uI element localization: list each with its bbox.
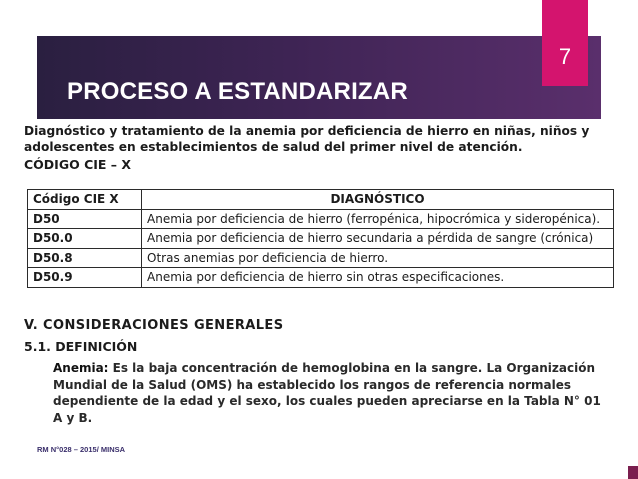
row-diagnosis: Anemia por deficiencia de hierro secundaria a pérdida de sangre (crónica) (142, 229, 614, 249)
definition-paragraph (53, 360, 613, 426)
row-diagnosis: Anemia por deficiencia de hierro (ferropénica, hipocrómica y sideropénica). (142, 209, 614, 229)
table-header-row (28, 190, 614, 210)
corner-accent (628, 466, 638, 479)
row-diagnosis: Otras anemias por deficiencia de hierro. (142, 248, 614, 268)
subsection-heading: 5.1. DEFINICIÓN (24, 339, 138, 354)
row-code: D50.9 (28, 268, 142, 288)
row-diagnosis: Anemia por deficiencia de hierro sin otras especificaciones. (142, 268, 614, 288)
row-code: D50.0 (28, 229, 142, 249)
page-number: 7 (558, 44, 572, 69)
definition-term: Anemia: (53, 361, 109, 375)
table-row (28, 248, 614, 268)
cie-heading: CÓDIGO CIE – X (24, 157, 132, 172)
row-code: D50 (28, 209, 142, 229)
cie-table (27, 189, 614, 288)
page-number-tab (542, 0, 588, 86)
table-row (28, 268, 614, 288)
row-code: D50.8 (28, 248, 142, 268)
intro-text: Diagnóstico y tratamiento de la anemia por deficiencia de hierro en niñas, niños y adolescentes en establecimientos de salud del primer nivel de atención. (24, 124, 590, 154)
definition-text: Es la baja concentración de hemoglobina en la sangre. La Organización Mundial de la Salud (OMS) ha establecido los rangos de referencia normales dependiente de la edad y el sexo, los cuales pueden apreciarse en la Tabla N° 01 A y B. (53, 361, 601, 425)
table-row (28, 229, 614, 249)
header-code: Código CIE X (28, 190, 142, 210)
scanned-document (0, 119, 638, 425)
table-row (28, 209, 614, 229)
header-diagnosis: DIAGNÓSTICO (142, 190, 614, 210)
section-heading: V. CONSIDERACIONES GENERALES (24, 318, 284, 333)
slide-title: PROCESO A ESTANDARIZAR (67, 78, 408, 105)
footer-reference: RM N°028 – 2015/ MINSA (37, 445, 126, 454)
